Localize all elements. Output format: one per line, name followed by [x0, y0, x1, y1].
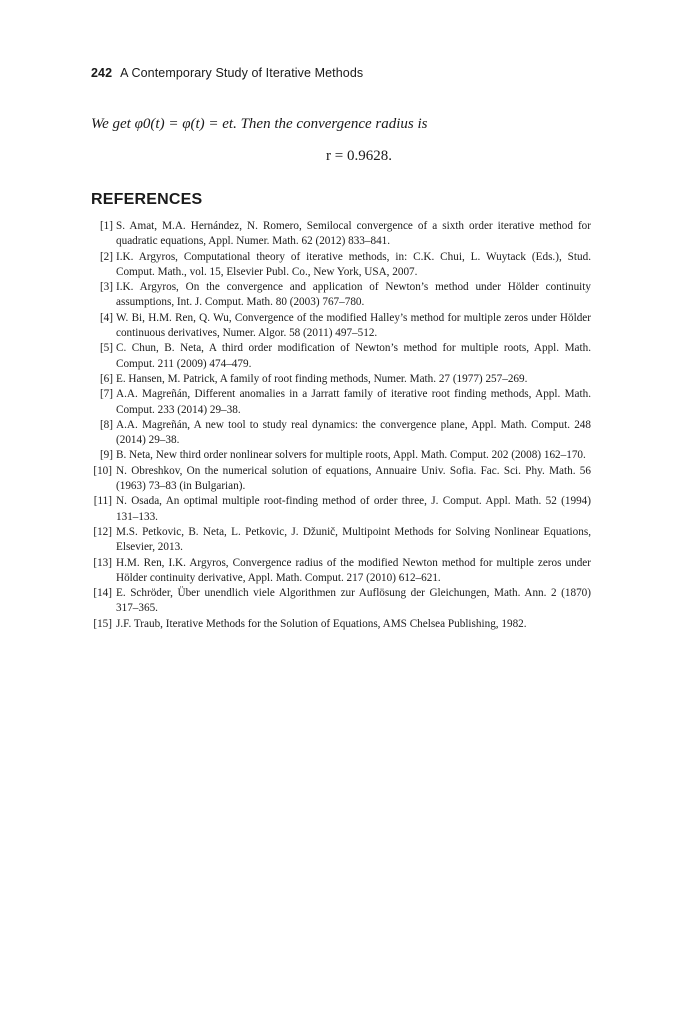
- reference-item: [91, 280, 591, 311]
- reference-item: [91, 418, 591, 449]
- reference-item: [91, 525, 591, 556]
- reference-number: [9]: [99, 449, 113, 462]
- reference-text: I.K. Argyros, Computational theory of iterative methods, in: C.K. Chui, L. Wuytack (Eds.), Stud. Comput. Math., vol. 15, Elsevier Publ. Co., New York, USA, 2007.: [116, 250, 591, 278]
- reference-item: [91, 586, 591, 617]
- intro-formula: φ0(t) = φ(t) = et: [134, 116, 234, 132]
- reference-item: [91, 372, 591, 387]
- reference-number: [3]: [99, 281, 113, 294]
- reference-list: [91, 219, 591, 632]
- reference-text: I.K. Argyros, On the convergence and application of Newton’s method under Hölder continuity assumptions, Int. J. Comput. Math. 80 (2003) 767–780.: [116, 281, 591, 309]
- reference-text: H.M. Ren, I.K. Argyros, Convergence radius of the modified Newton method for multiple zeros under Hölder continuity derivative, Appl. Math. Comput. 217 (2010) 612–621.: [116, 556, 591, 584]
- intro-sentence: [91, 116, 428, 133]
- reference-text: A.A. Magreñán, Different anomalies in a Jarratt family of iterative root finding methods, Appl. Math. Comput. 233 (2014) 29–38.: [116, 388, 591, 416]
- reference-text: W. Bi, H.M. Ren, Q. Wu, Convergence of the modified Halley’s method for multiple zeros under Hölder continuous derivatives, Numer. Algor. 58 (2011) 497–512.: [116, 311, 591, 340]
- intro-tail: . Then the convergence radius is: [233, 116, 428, 132]
- radius-equation: r = 0.9628.: [326, 148, 392, 164]
- running-title: A Contemporary Study of Iterative Methods: [120, 66, 364, 80]
- reference-text: S. Amat, M.A. Hernández, N. Romero, Semilocal convergence of a sixth order iterative method for quadratic equations, Appl. Numer. Math. 62 (2012) 833–841.: [116, 220, 591, 248]
- reference-number: [8]: [99, 418, 113, 431]
- reference-item: [91, 387, 591, 418]
- reference-text: C. Chun, B. Neta, A third order modification of Newton’s method for multiple roots, Appl. Math. Comput. 211 (2009) 474–479.: [116, 342, 591, 370]
- reference-text: N. Obreshkov, On the numerical solution of equations, Annuaire Univ. Sofia. Fac. Sci. Phy. Math. 56 (1963) 73–83 (in Bulgarian).: [116, 464, 591, 493]
- reference-item: [91, 448, 591, 463]
- reference-number: [15]: [93, 617, 112, 630]
- reference-item: [91, 219, 591, 250]
- reference-item: [91, 617, 591, 632]
- references-heading: REFERENCES: [91, 191, 203, 208]
- reference-text: B. Neta, New third order nonlinear solvers for multiple roots, Appl. Math. Comput. 202 (2008) 162–170.: [116, 449, 586, 462]
- reference-item: [91, 464, 591, 495]
- reference-number: [5]: [99, 342, 113, 355]
- reference-number: [2]: [99, 250, 113, 263]
- reference-number: [6]: [99, 372, 113, 385]
- reference-text: N. Osada, An optimal multiple root-finding method of order three, J. Comput. Appl. Math. 52 (1994) 131–133.: [116, 495, 591, 523]
- reference-item: [91, 250, 591, 281]
- intro-lead: We get: [91, 116, 135, 132]
- reference-text: J.F. Traub, Iterative Methods for the Solution of Equations, AMS Chelsea Publishing, 1982.: [116, 617, 527, 630]
- reference-number: [13]: [93, 556, 112, 569]
- reference-text: E. Schröder, Über unendlich viele Algorithmen zur Auflösung der Gleichungen, Math. Ann. 2 (1870) 317–365.: [116, 587, 591, 615]
- reference-item: [91, 311, 591, 342]
- reference-number: [12]: [93, 525, 112, 538]
- page-number: 242: [91, 66, 113, 80]
- reference-text: E. Hansen, M. Patrick, A family of root finding methods, Numer. Math. 27 (1977) 257–269.: [116, 372, 528, 385]
- reference-number: [14]: [93, 587, 112, 600]
- reference-item: [91, 494, 591, 525]
- reference-number: [1]: [99, 220, 113, 232]
- reference-text: A.A. Magreñán, A new tool to study real dynamics: the convergence plane, Appl. Math. Comput. 248 (2014) 29–38.: [116, 418, 591, 447]
- reference-number: [10]: [93, 464, 112, 477]
- reference-text: M.S. Petkovic, B. Neta, L. Petkovic, J. Džunič, Multipoint Methods for Solving Nonlinear Equations, Elsevier, 2013.: [116, 525, 591, 554]
- running-header: [91, 66, 363, 80]
- reference-item: [91, 556, 591, 587]
- reference-number: [11]: [93, 495, 112, 508]
- reference-number: [7]: [99, 388, 113, 401]
- reference-item: [91, 341, 591, 372]
- reference-number: [4]: [99, 311, 113, 324]
